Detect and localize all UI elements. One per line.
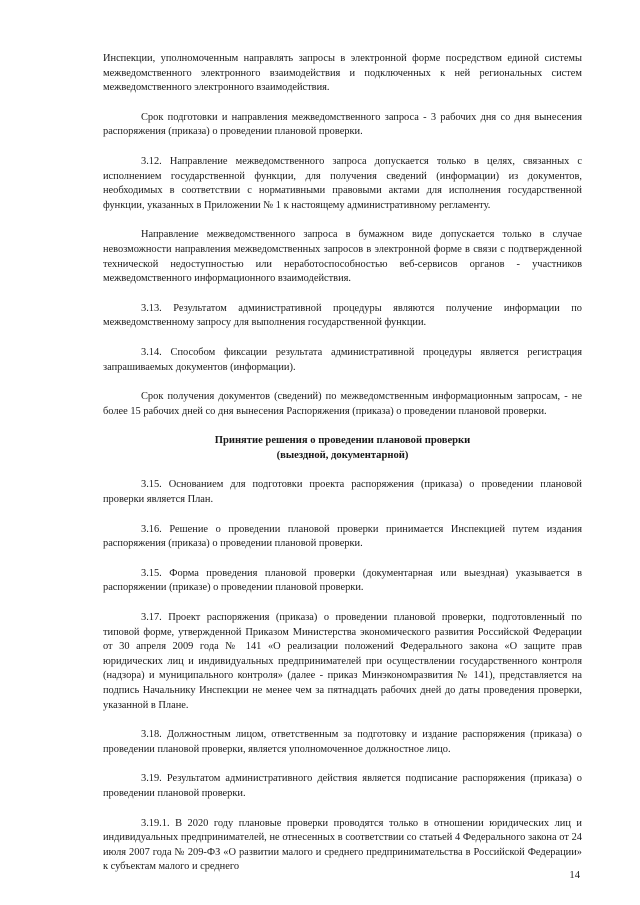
section-heading-line1: Принятие решения о проведении плановой проверки [214,435,471,447]
paragraph-request-deadline: Срок подготовки и направления межведомственного запроса - 3 рабочих дня со дня вынесения распоряжения (приказа) о проведении плановой проверки. [103,111,582,138]
page-number: 14 [569,870,580,881]
paragraph-3-19-1: 3.19.1. В 2020 году плановые проверки проводятся только в отношении юридических лиц и индивидуальных предпринимателей, не отнесенных в соответствии со статьей 4 Федерального закона от 24 июля 2007 года № 209-ФЗ «О развитии малого и среднего предпринимательства в Российской Федерации» к субъектам малого и среднего [103,817,582,873]
paragraph-receipt-deadline: Срок получения документов (сведений) по межведомственным информационным запросам, - не более 15 рабочих дней со дня вынесения Распоряжения (приказа) о проведении плановой проверки. [103,391,582,417]
paragraph-3-13: 3.13. Результатом административной процедуры являются получение информации по межведомственному запросу для выполнения государственной функции. [103,302,582,329]
paragraph-paper-request: Направление межведомственного запроса в бумажном виде допускается только в случае невозможности направления межведомственных запросов в электронной форме в связи с подтвержденной технической недоступностью или неработоспособностью веб-сервисов органов - участников межведомственного информационного взаимодействия. [103,229,582,285]
paragraph-3-16: 3.16. Решение о проведении плановой проверки принимается Инспекцией путем издания распоряжения (приказа) о проведении плановой проверки. [103,523,582,550]
paragraph-3-12: 3.12. Направление межведомственного запроса допускается только в целях, связанных с исполнением государственной функции, для получения сведений (информации) из документов, необходимых в соответствии с нормативными правовыми актами для исполнения государственной функции, указанных в Приложении № 1 к настоящему административному регламенту. [103,155,582,211]
paragraph-3-15: 3.15. Основанием для подготовки проекта распоряжения (приказа) о проведении плановой проверки является План. [103,479,582,506]
paragraph-3-14: 3.14. Способом фиксации результата административной процедуры является регистрация запрашиваемых документов (информации). [103,346,582,373]
paragraph-3-18: 3.18. Должностным лицом, ответственным за подготовку и издание распоряжения (приказа) о проведении плановой проверки, является уполномоченное должностное лицо. [103,729,582,755]
paragraph-3-19: 3.19. Результатом административного действия является подписание распоряжения (приказа) о проведении плановой проверки. [103,773,582,799]
section-heading-line2: (выездной, документарной) [276,449,409,461]
paragraph-3-15-form: 3.15. Форма проведения плановой проверки (документарная или выездная) указывается в распоряжении (приказе) о проведении плановой проверки. [103,567,582,594]
paragraph-3-17: 3.17. Проект распоряжения (приказа) о проведении плановой проверки, подготовленный по типовой форме, утвержденной Приказом Министерства экономического развития Российской Федерации от 30 апреля 2009 года № 141 «О реализации положений Федерального закона «О защите прав юридических лиц и индивидуальных предпринимателей при осуществлении государственного контроля (надзора) и муниципального контроля» (далее - приказ Минэкономразвития № 141), представляется на подпись Начальнику Инспекции не менее чем за пятнадцать рабочих дней до даты проведения проверки, указанной в Плане. [103,612,582,711]
paragraph-continuation: Инспекции, уполномоченным направлять запросы в электронной форме посредством единой системы межведомственного электронного взаимодействия и подключенных к ней региональных систем межведомственного электронного взаимодействия. [103,53,582,94]
